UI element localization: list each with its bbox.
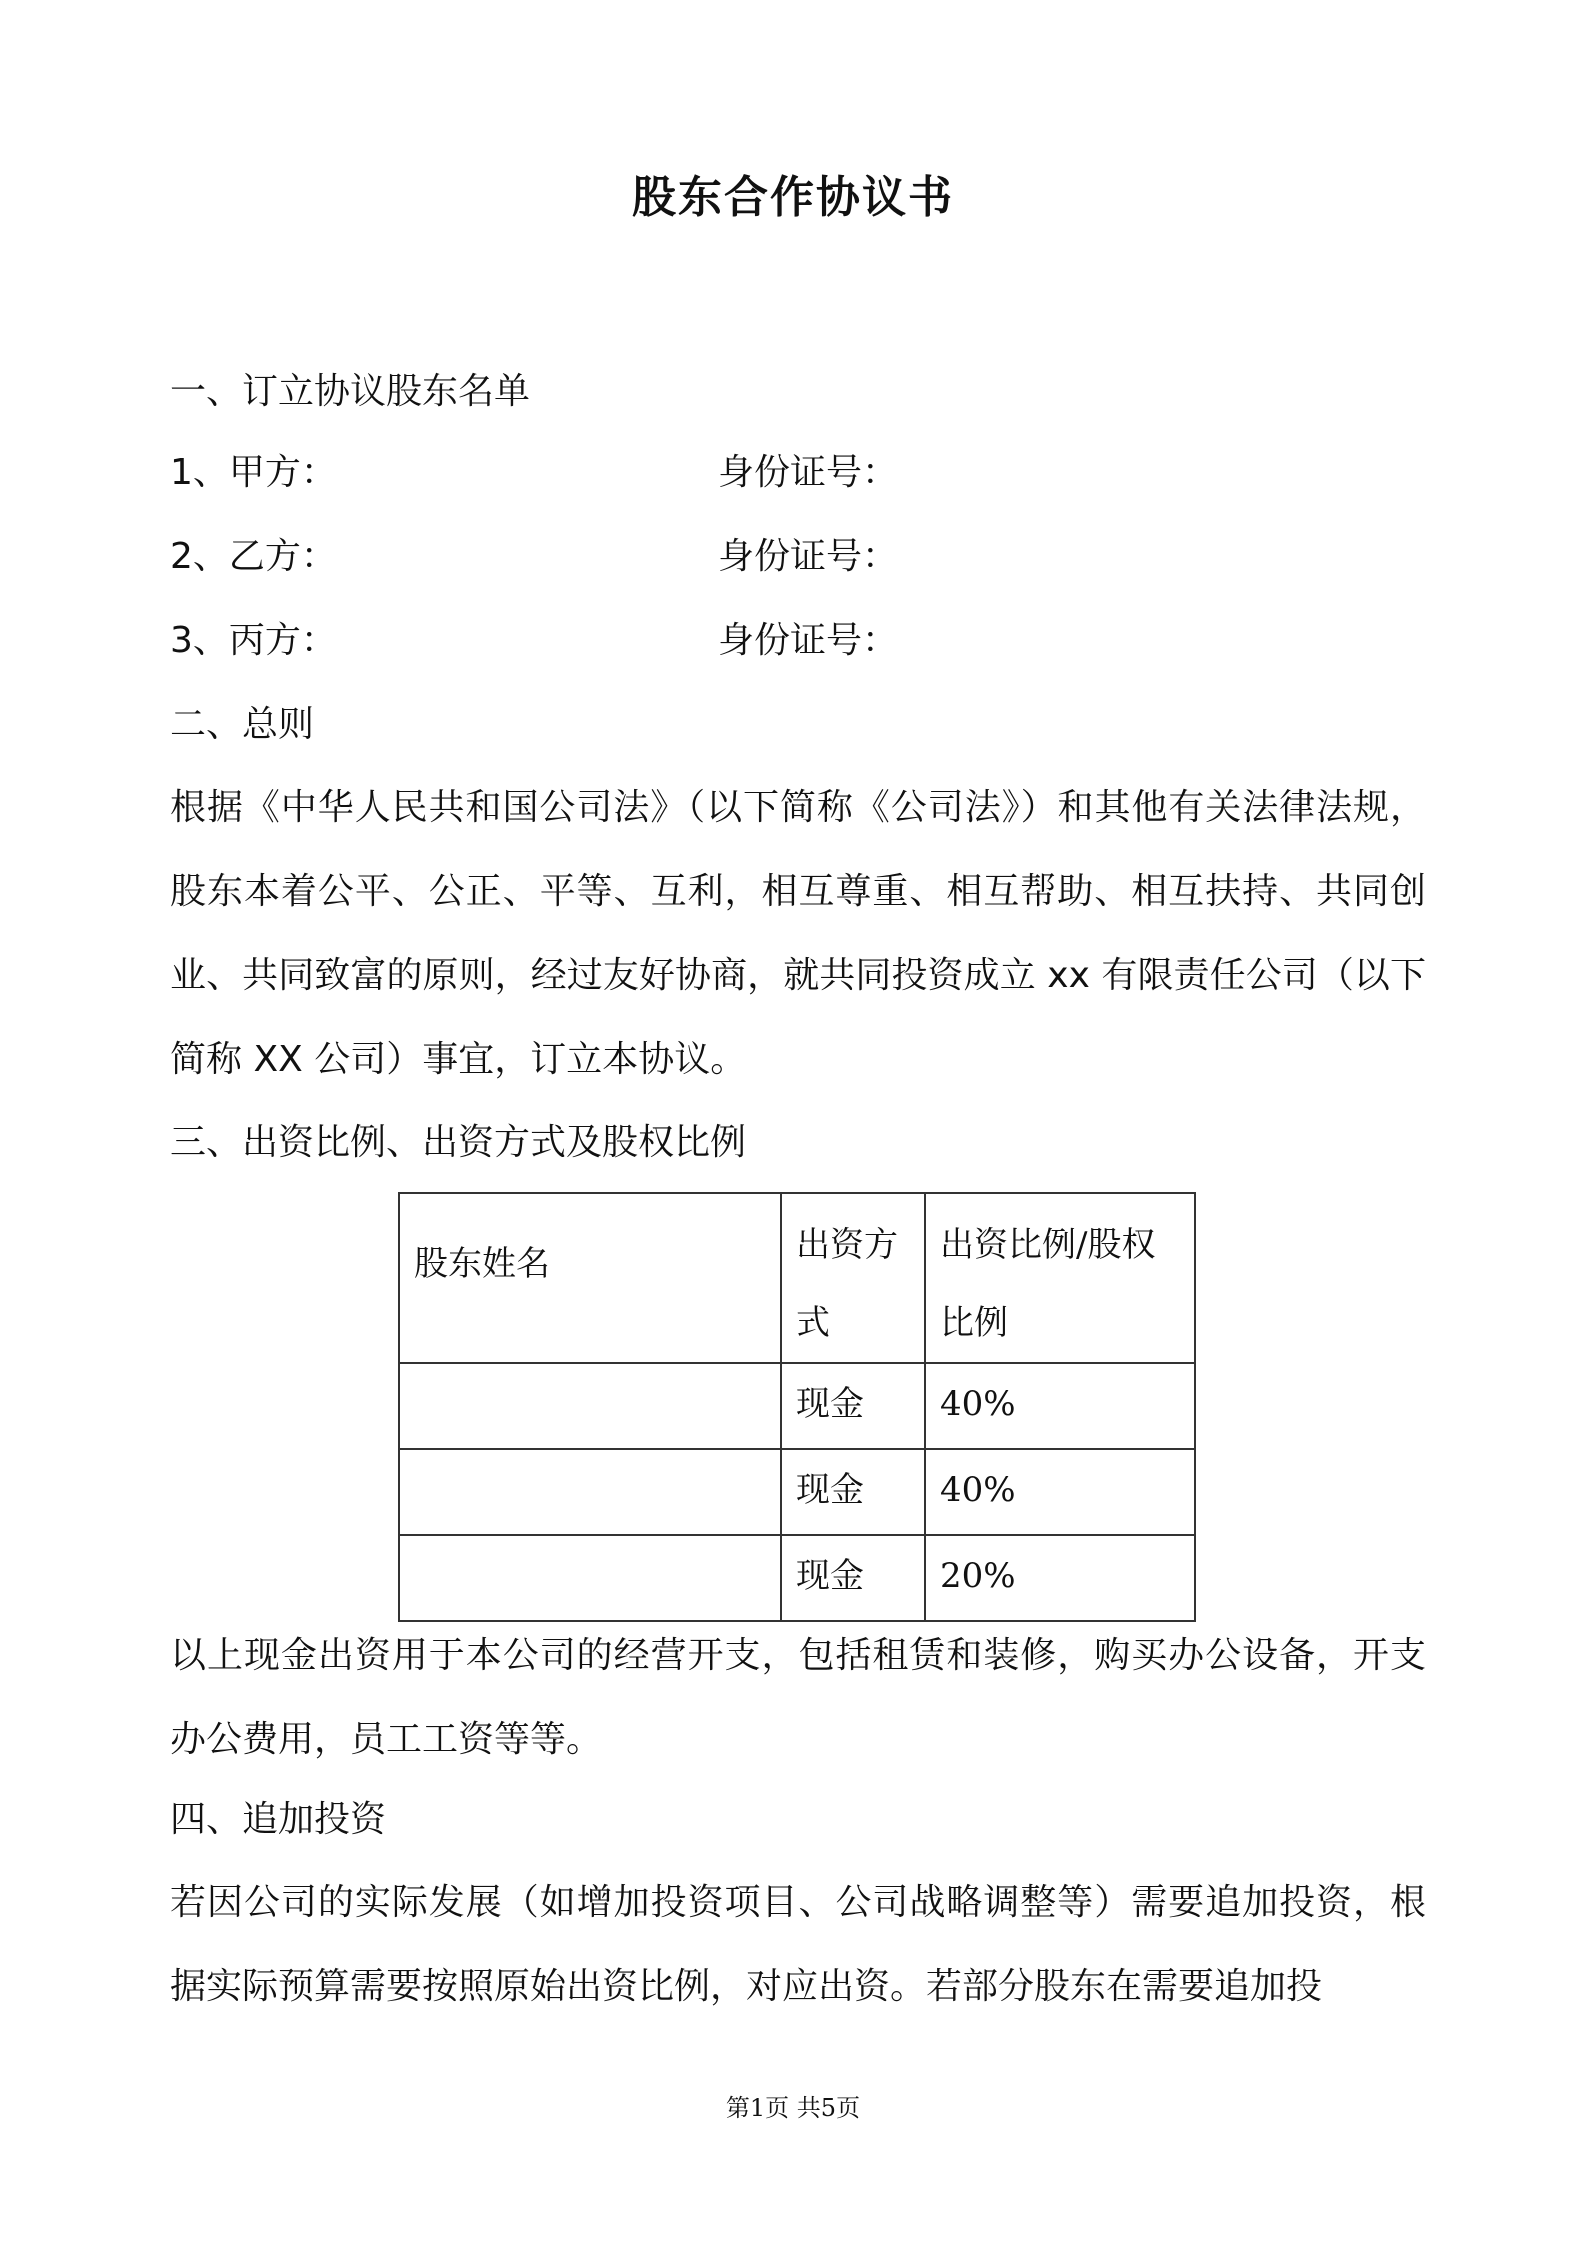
section-4-heading: 四、追加投资 — [170, 1799, 387, 1840]
id-label-1: 身份证号： — [718, 452, 899, 493]
table-cell-ratio: 40% — [925, 1449, 1195, 1535]
party-label-1: 1、甲方： — [170, 452, 337, 493]
section-2-paragraph: 根据《中华人民共和国公司法》（以下简称《公司法》）和其他有关法律法规，股东本着公平、公正、平等、互利，相互尊重、相互帮助、相互扶持、共同创业、共同致富的原则，经过友好协商，就共同投资成立 xx 有限责任公司（以下简称 XX 公司）事宜，订立本协议。 — [170, 787, 1426, 1080]
table-cell-name — [399, 1363, 781, 1449]
contribution-table — [398, 1192, 1196, 1622]
document-title: 股东合作协议书 — [632, 172, 954, 223]
party-row-1 — [170, 449, 1420, 497]
party-label-2: 2、乙方： — [170, 536, 337, 577]
id-label-2: 身份证号： — [718, 536, 899, 577]
table-cell-method: 现金 — [781, 1363, 925, 1449]
section-2-heading: 二、总则 — [170, 704, 315, 745]
table-cell-method: 现金 — [781, 1449, 925, 1535]
section-1-heading: 一、订立协议股东名单 — [170, 371, 531, 412]
table-header-row — [399, 1193, 1195, 1363]
table-header-ratio: 出资比例/股权比例 — [940, 1225, 1156, 1343]
party-row-2 — [170, 533, 1420, 581]
table-cell-method: 现金 — [781, 1535, 925, 1621]
party-row-3 — [170, 617, 1420, 665]
table-cell-ratio: 20% — [925, 1535, 1195, 1621]
contribution-table-wrapper — [398, 1192, 1196, 1622]
table-row — [399, 1363, 1195, 1449]
table-header-name: 股东姓名 — [414, 1244, 550, 1284]
section-3-paragraph: 以上现金出资用于本公司的经营开支，包括租赁和装修，购买办公设备，开支办公费用，员工工资等等。 — [170, 1635, 1426, 1760]
page-footer: 第1页 共5页 — [725, 2094, 861, 2122]
id-label-3: 身份证号： — [718, 620, 899, 661]
party-label-3: 3、丙方： — [170, 620, 337, 661]
table-header-method: 出资方式 — [796, 1225, 898, 1343]
table-row — [399, 1449, 1195, 1535]
section-3-heading: 三、出资比例、出资方式及股权比例 — [170, 1122, 747, 1163]
table-cell-name — [399, 1535, 781, 1621]
section-4-paragraph: 若因公司的实际发展（如增加投资项目、公司战略调整等）需要追加投资，根据实际预算需要按照原始出资比例，对应出资。若部分股东在需要追加投 — [170, 1882, 1426, 2007]
table-header-cell-ratio — [925, 1193, 1195, 1363]
table-cell-ratio: 40% — [925, 1363, 1195, 1449]
table-row — [399, 1535, 1195, 1621]
table-header-cell-name — [399, 1193, 781, 1363]
table-header-cell-method — [781, 1193, 925, 1363]
table-cell-name — [399, 1449, 781, 1535]
